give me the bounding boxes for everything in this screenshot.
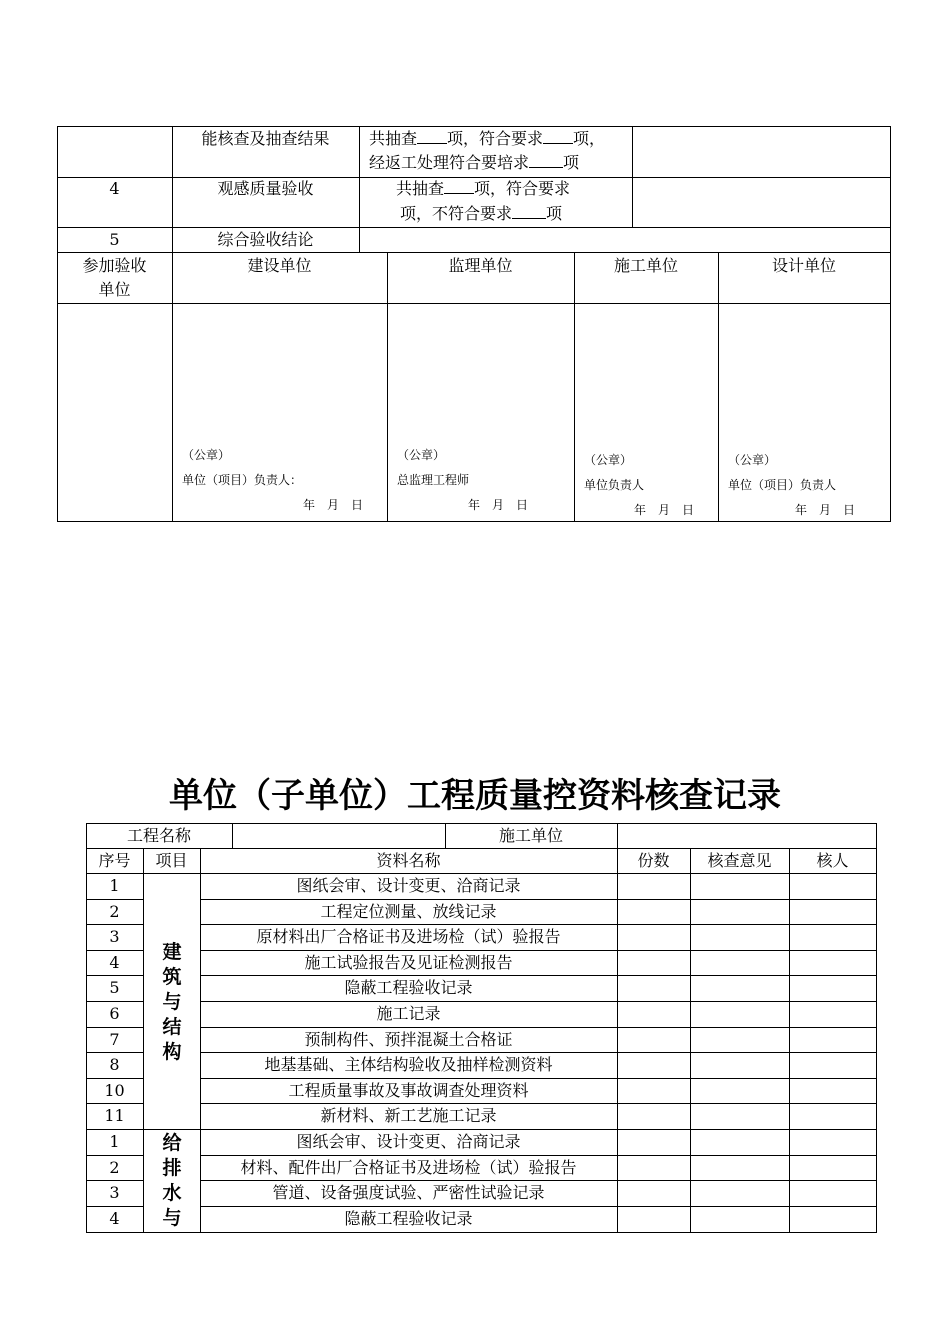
row-number: 7 bbox=[109, 1029, 120, 1049]
table-rule bbox=[86, 1232, 877, 1233]
row-number: 6 bbox=[109, 1004, 120, 1023]
document-name: 图纸会审、设计变更、洽商记录 bbox=[296, 876, 521, 895]
table-rule bbox=[359, 126, 360, 252]
document-name: 施工记录 bbox=[376, 1004, 441, 1023]
table-rule bbox=[632, 126, 633, 227]
table-rule bbox=[57, 252, 891, 253]
row-number: 10 bbox=[104, 1080, 125, 1100]
column-header-opinion: 核查意见 bbox=[707, 851, 772, 870]
document-name: 原材料出厂合格证书及进场检（试）验报告 bbox=[256, 927, 561, 947]
table-rule bbox=[232, 823, 233, 848]
signer-label: 单位负责人 bbox=[584, 478, 645, 492]
row-number: 1 bbox=[109, 876, 120, 895]
column-header-copies: 份数 bbox=[637, 851, 670, 870]
document-name: 管道、设备强度试验、严密性试验记录 bbox=[272, 1183, 545, 1203]
document-name: 隐蔽工程验收记录 bbox=[344, 1208, 473, 1228]
unit-name: 建设单位 bbox=[247, 256, 312, 275]
participants-header: 参加验收 bbox=[82, 256, 147, 275]
signer-label: 总监理工程师 bbox=[397, 473, 470, 487]
column-header-checker: 核人 bbox=[816, 851, 849, 870]
row-number: 2 bbox=[109, 901, 120, 921]
seal-label: （公章） bbox=[182, 448, 231, 462]
row-label: 观感质量验收 bbox=[217, 179, 314, 198]
row-number: 4 bbox=[109, 1208, 120, 1228]
row-number: 3 bbox=[109, 927, 120, 947]
table-rule bbox=[387, 252, 388, 522]
row-number: 5 bbox=[109, 978, 120, 998]
unit-name: 设计单位 bbox=[771, 256, 836, 275]
row-number: 2 bbox=[109, 1157, 120, 1177]
column-header-doc-name: 资料名称 bbox=[376, 851, 441, 870]
spot-check-text: 共抽查 项，符合要求 项， bbox=[369, 129, 606, 148]
document-name: 隐蔽工程验收记录 bbox=[344, 978, 473, 998]
document-name: 施工试验报告及见证检测报告 bbox=[304, 952, 513, 972]
table-rule bbox=[890, 126, 891, 522]
seal-label: （公章） bbox=[728, 453, 777, 467]
table-rule bbox=[57, 521, 891, 522]
spot-check-text: 经返工处理符合要培求 项 bbox=[369, 153, 580, 172]
page-title: 单位（子单位）工程质量控资料核查记录 bbox=[169, 776, 781, 816]
row-number: 4 bbox=[109, 952, 120, 972]
group-label-plumbing: 给 排 水 与 bbox=[162, 1132, 182, 1229]
document-name: 工程定位测量、放线记录 bbox=[320, 901, 497, 921]
row-number: 4 bbox=[109, 179, 120, 198]
table-rule bbox=[718, 252, 719, 522]
date-label: 年 月 日 bbox=[468, 498, 529, 512]
column-header-item: 项目 bbox=[155, 851, 188, 870]
row-number: 8 bbox=[109, 1055, 120, 1075]
table-rule bbox=[876, 823, 877, 1233]
table-rule bbox=[574, 252, 575, 522]
unit-name: 施工单位 bbox=[613, 256, 678, 275]
table-rule bbox=[789, 848, 790, 1233]
signer-label: 单位（项目）负责人 bbox=[728, 478, 837, 492]
table-rule bbox=[690, 848, 691, 1233]
table-rule bbox=[617, 823, 618, 1233]
document-name: 材料、配件出厂合格证书及进场检（试）验报告 bbox=[240, 1157, 577, 1177]
document-name: 图纸会审、设计变更、洽商记录 bbox=[296, 1132, 521, 1151]
table-rule bbox=[57, 303, 891, 304]
document-name: 预制构件、预拌混凝土合格证 bbox=[304, 1029, 513, 1049]
construction-unit-label: 施工单位 bbox=[498, 826, 563, 845]
row-number: 1 bbox=[109, 1132, 120, 1151]
appearance-check-text: 共抽查 项，符合要求 bbox=[396, 179, 571, 198]
document-name: 工程质量事故及事故调查处理资料 bbox=[288, 1080, 529, 1100]
date-label: 年 月 日 bbox=[634, 503, 695, 517]
row-number: 3 bbox=[109, 1183, 120, 1203]
document-name: 新材料、新工艺施工记录 bbox=[320, 1106, 497, 1126]
date-label: 年 月 日 bbox=[303, 498, 364, 512]
signer-label: 单位（项目）负责人： bbox=[182, 473, 303, 487]
seal-label: （公章） bbox=[584, 453, 633, 467]
group-label-structure: 建 筑 与 结 构 bbox=[162, 941, 182, 1063]
date-label: 年 月 日 bbox=[795, 503, 856, 517]
row-number: 5 bbox=[109, 230, 120, 249]
row-label: 综合验收结论 bbox=[217, 230, 314, 249]
project-name-label: 工程名称 bbox=[126, 826, 191, 845]
row-number: 11 bbox=[104, 1106, 125, 1126]
unit-name: 监理单位 bbox=[448, 256, 513, 275]
appearance-check-text: 项，不符合要求 项 bbox=[400, 204, 563, 223]
row-label: 能核查及抽查结果 bbox=[201, 129, 330, 148]
column-header-no: 序号 bbox=[98, 851, 131, 870]
participants-header: 单位 bbox=[98, 280, 131, 299]
seal-label: （公章） bbox=[397, 448, 446, 462]
document-name: 地基基础、主体结构验收及抽样检测资料 bbox=[264, 1055, 553, 1075]
